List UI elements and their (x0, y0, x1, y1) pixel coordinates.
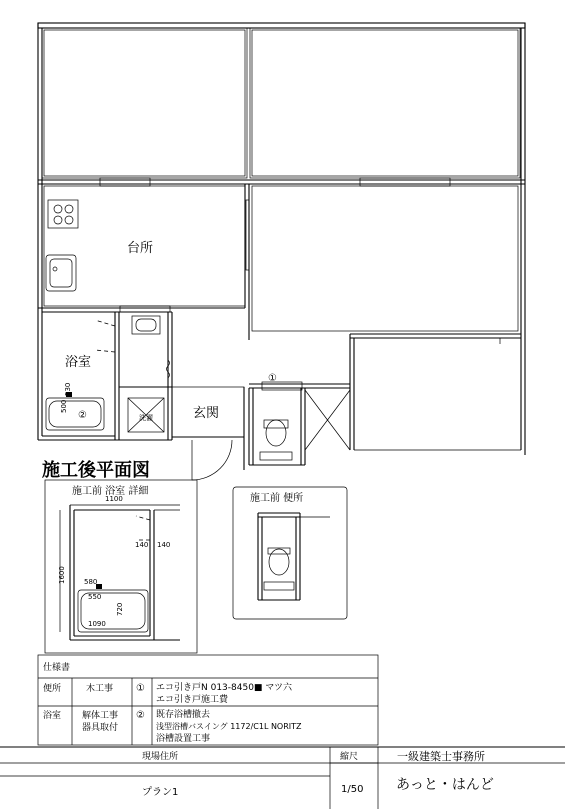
dim-720: 720 (116, 602, 124, 616)
stove-icon (48, 200, 78, 228)
spec-row2-line3: 浴槽設置工事 (156, 734, 211, 744)
dim-1090: 1090 (88, 620, 106, 628)
toilet-detail-inset (233, 487, 347, 619)
dim-140-left: 140 (135, 541, 149, 549)
marker-2: ② (78, 410, 87, 421)
dim-140-right: 140 (157, 541, 171, 549)
plan-walls (38, 23, 525, 480)
dim-1600: 1600 (58, 566, 66, 584)
spec-row1-line1: エコ引き戸N 013-8450■ マツ六 (156, 683, 293, 693)
spec-row1-work: 木工事 (86, 684, 114, 694)
spec-row2-line1: 既存浴槽撤去 (156, 710, 211, 720)
wash-basin-icon (132, 316, 160, 334)
spec-row2-work: 解体工事 (82, 711, 119, 721)
marker-1: ① (268, 373, 277, 384)
room-label-washer: 洗濯 (139, 414, 153, 422)
spec-row1-mark: ① (136, 683, 145, 694)
room-label-kitchen: 台所 (127, 241, 154, 256)
dim-500: 500 (60, 399, 68, 413)
toilet-icon (260, 420, 292, 460)
plan-title: 施工後平面図 (42, 460, 150, 481)
dim-1100: 1100 (105, 495, 123, 503)
dim-580: 580 (84, 578, 98, 586)
dim-530: 530 (64, 382, 72, 396)
spec-row2-mark: ② (136, 710, 145, 721)
dim-550: 550 (88, 593, 102, 601)
spec-row2-place: 浴室 (43, 711, 62, 721)
spec-row2-line2: 浅型浴槽バスイング 1172/C1L NORITZ (156, 722, 302, 731)
scale-value: 1/50 (341, 784, 364, 795)
firm-name: あっと・はんど (396, 777, 494, 793)
plan-name: プラン1 (142, 787, 179, 798)
site-address-label: 現場住所 (142, 752, 179, 762)
spec-row1-place: 便所 (43, 684, 62, 694)
firm-label: 一級建築士事務所 (397, 750, 485, 763)
spec-title: 仕様書 (43, 663, 71, 673)
bathtub-icon (46, 392, 104, 430)
scale-label: 縮尺 (340, 752, 359, 762)
room-label-bath: 浴室 (65, 355, 92, 370)
kitchen-sink-icon (46, 255, 76, 291)
inset-bath-title: 施工前 浴室 詳細 (72, 486, 149, 497)
inset-toilet-title: 施工前 便所 (250, 493, 304, 504)
room-label-entrance: 玄関 (193, 406, 220, 421)
bath-detail-inset (45, 480, 197, 653)
spec-row1-line2: エコ引き戸施工費 (156, 695, 229, 705)
spec-row2-work2: 器具取付 (82, 723, 119, 733)
